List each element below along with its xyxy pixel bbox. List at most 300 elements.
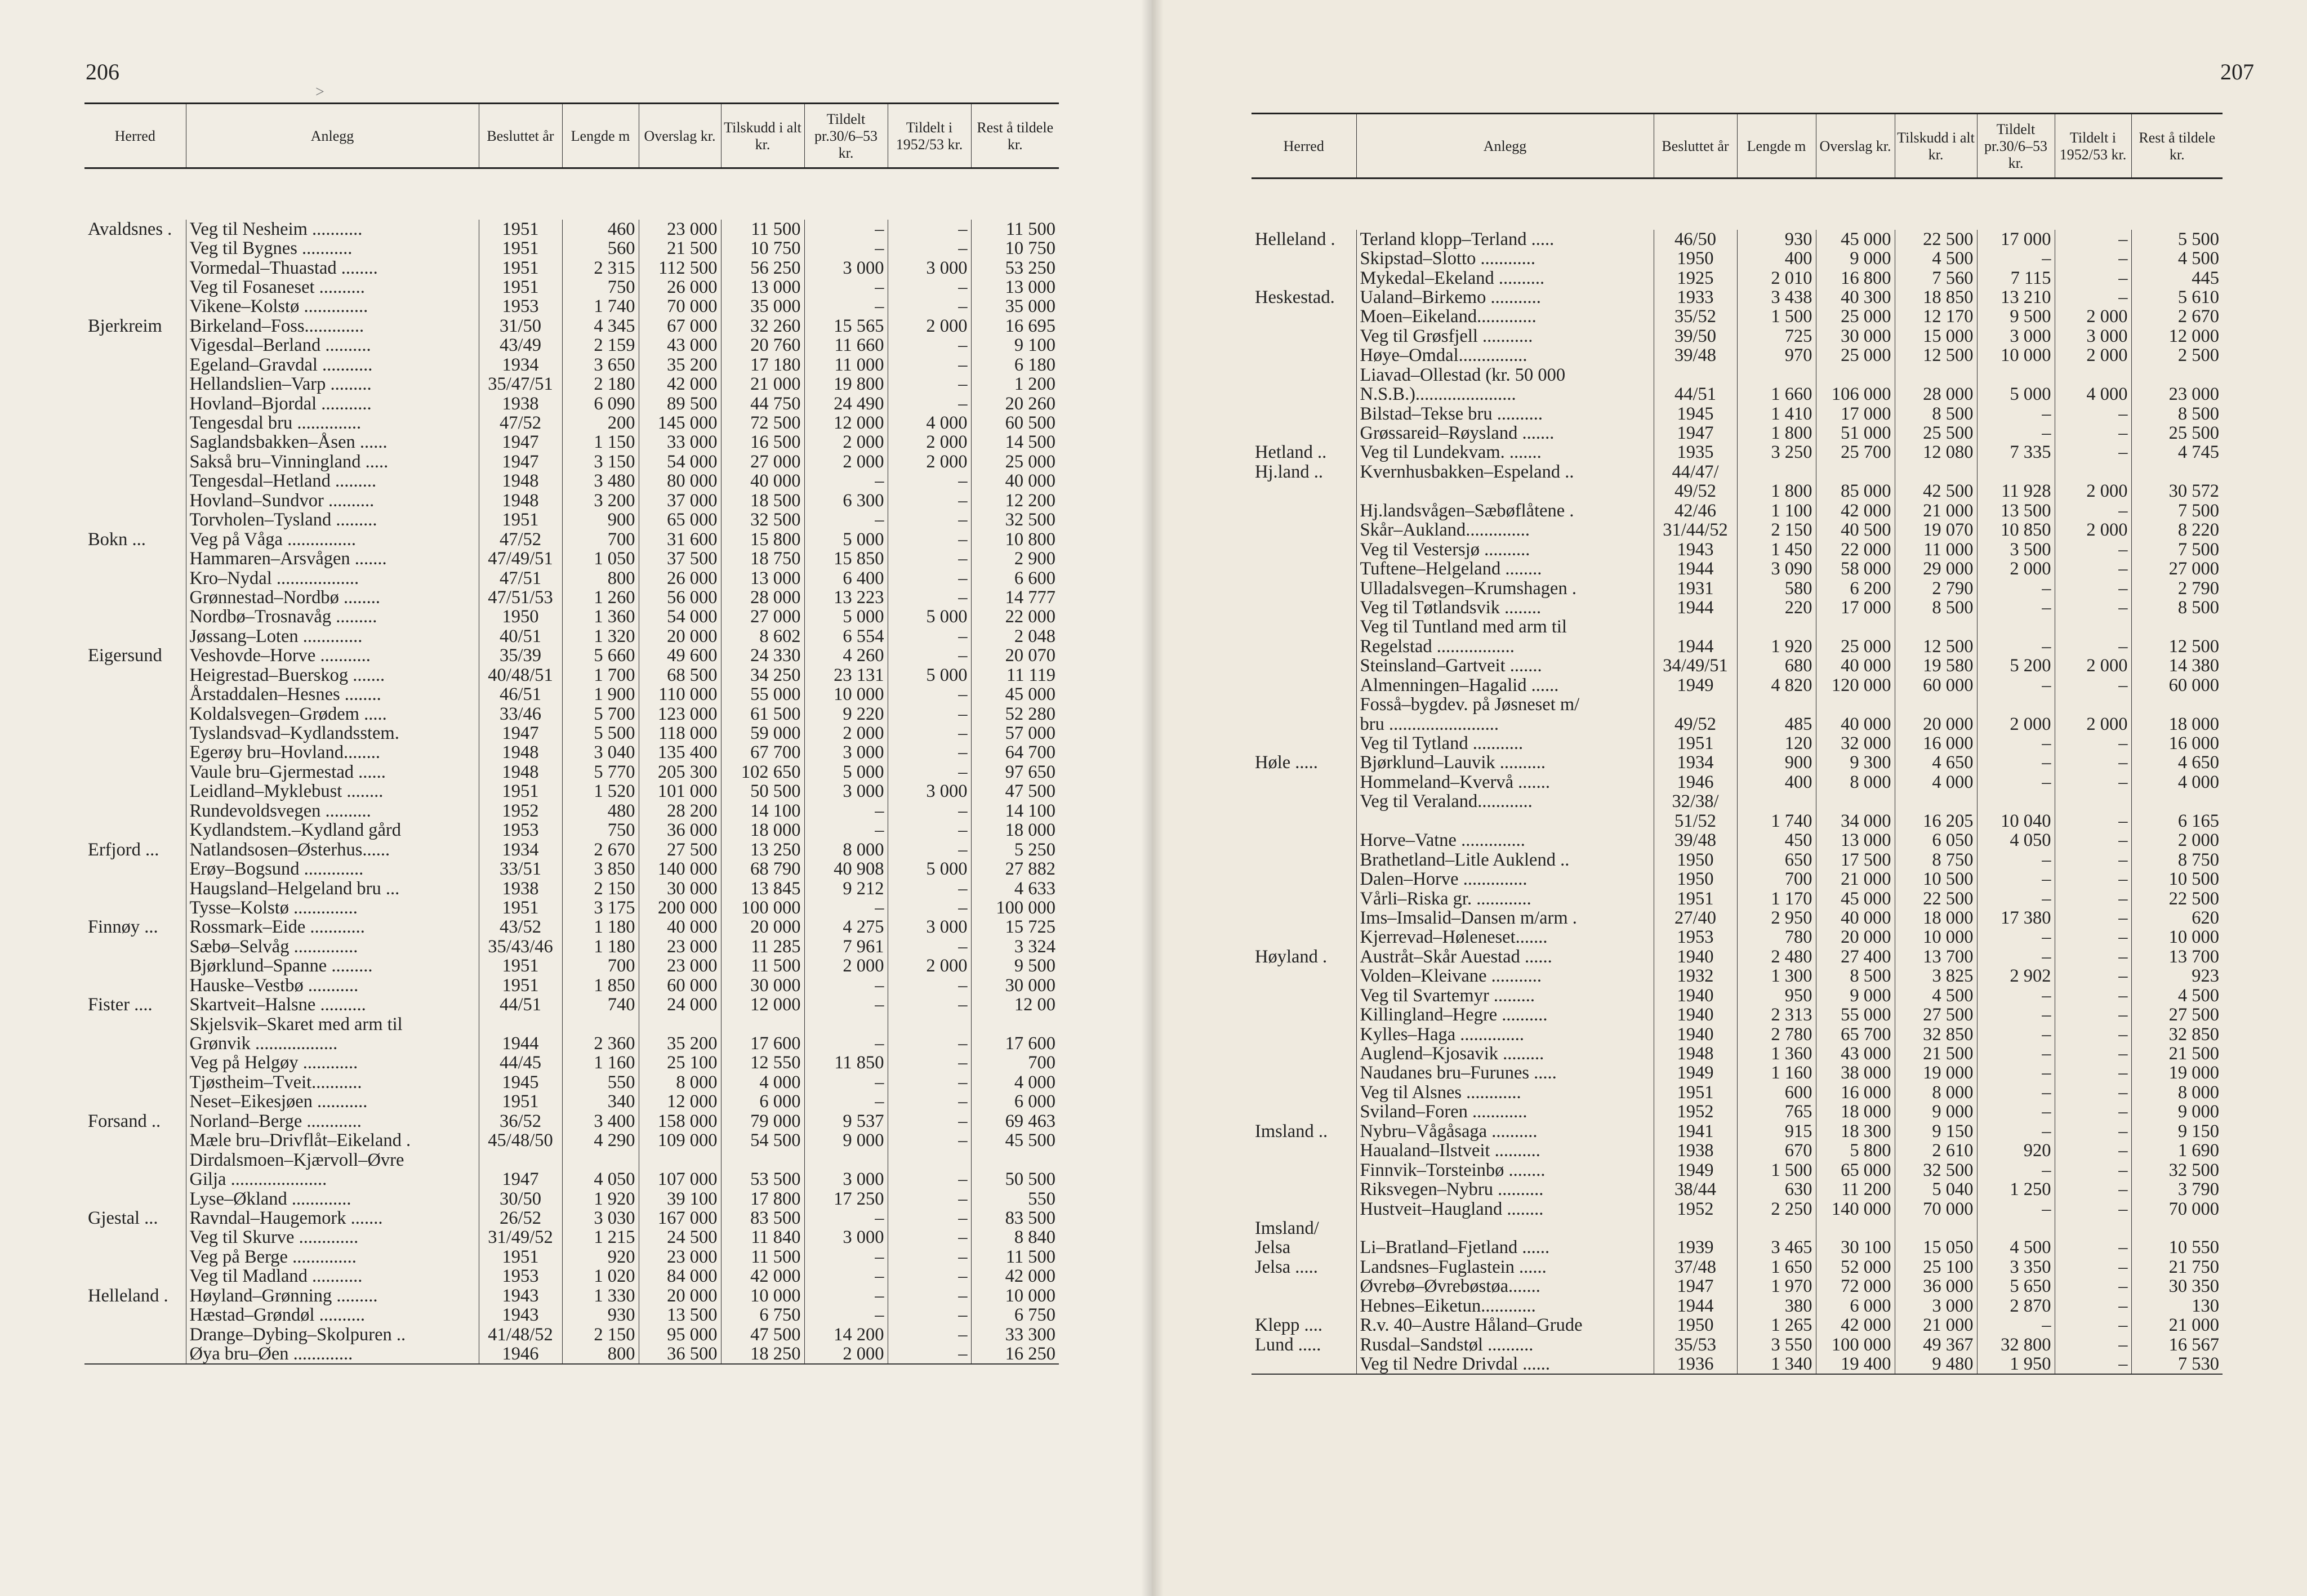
cell-overslag: 30 000 (639, 879, 721, 898)
table-row (1252, 1354, 2223, 1374)
cell-tilskudd: 5 040 (1895, 1180, 1977, 1199)
cell-herred (1252, 656, 1356, 675)
cell-tilskudd: 68 790 (721, 859, 804, 879)
cell-tilskudd: 32 500 (1895, 1161, 1977, 1180)
cell-herred (84, 1325, 186, 1344)
cell-tildelt-1952: – (2055, 1083, 2131, 1102)
cell-rest: 6 750 (971, 1305, 1059, 1325)
cell-tildelt-pr: 23 131 (804, 666, 888, 685)
cell-tildelt-pr: 7 335 (1977, 443, 2055, 462)
table-row (1252, 482, 2223, 501)
cell-anlegg: Natlandsosen–Østerhus...... (186, 840, 479, 859)
cell-besluttet: 44/51 (479, 995, 562, 1014)
cell-anlegg: Hauske–Vestbø ........... (186, 976, 479, 995)
cell-tildelt-1952: 5 000 (888, 607, 971, 626)
cell-tildelt-1952: – (2055, 1200, 2131, 1219)
cell-tilskudd: 49 367 (1895, 1335, 1977, 1354)
cell-rest: 10 000 (2131, 928, 2223, 947)
cell-anlegg: Naudanes bru–Furunes ..... (1356, 1063, 1654, 1082)
cell-anlegg: Bjørklund–Spanne ......... (186, 956, 479, 975)
cell-anlegg: Veg til Fosaneset .......... (186, 278, 479, 297)
cell-anlegg: Hj.landsvågen–Sæbøflåtene . (1356, 501, 1654, 520)
cell-tildelt-pr (804, 1151, 888, 1170)
cell-besluttet: 44/51 (1654, 385, 1737, 404)
cell-herred (1252, 559, 1356, 578)
cell-tilskudd: 67 700 (721, 743, 804, 762)
cell-besluttet: 1940 (1654, 1005, 1737, 1024)
cell-overslag: 37 000 (639, 491, 721, 510)
cell-anlegg: Øvrebø–Øvrebøstøa....... (1356, 1277, 1654, 1296)
cell-tildelt-1952: – (2055, 249, 2131, 268)
cell-tildelt-pr: – (1977, 889, 2055, 908)
cell-tildelt-1952: – (2055, 1296, 2131, 1316)
table-row (1252, 1258, 2223, 1277)
cell-overslag: 54 000 (639, 607, 721, 626)
cell-overslag: 17 000 (1816, 404, 1895, 423)
cell-anlegg: Birkeland–Foss............. (186, 316, 479, 336)
cell-overslag: 8 000 (639, 1073, 721, 1092)
cell-lengde: 1 265 (1737, 1316, 1816, 1335)
cell-herred (1252, 831, 1356, 850)
col-header-lengde: Lengde m (562, 104, 639, 168)
cell-overslag: 42 000 (1816, 1316, 1895, 1335)
cell-tilskudd: 2 610 (1895, 1141, 1977, 1160)
cell-herred: Lund ..... (1255, 1335, 1321, 1355)
cell-anlegg: Haugsland–Helgeland bru ... (186, 879, 479, 898)
cell-herred: Eigersund (88, 646, 162, 666)
cell-rest: 10 750 (971, 239, 1059, 258)
cell-overslag: 107 000 (639, 1170, 721, 1189)
cell-tildelt-pr: 4 260 (804, 646, 888, 665)
table-row (1252, 1025, 2223, 1044)
cell-lengde: 1 170 (1737, 889, 1816, 908)
cell-rest: 21 750 (2131, 1258, 2223, 1277)
cell-overslag: 40 000 (639, 917, 721, 937)
cell-tildelt-1952 (888, 1015, 971, 1034)
cell-herred (1252, 695, 1356, 714)
cell-lengde: 930 (562, 1305, 639, 1325)
cell-herred (1252, 249, 1356, 268)
cell-lengde: 5 660 (562, 646, 639, 665)
cell-anlegg: Veg på Berge .............. (186, 1247, 479, 1267)
cell-lengde: 480 (562, 801, 639, 821)
cell-tildelt-pr: 5 650 (1977, 1277, 2055, 1296)
cell-lengde: 2 159 (562, 336, 639, 355)
cell-tildelt-1952: – (888, 879, 971, 898)
cell-herred (1252, 1044, 1356, 1063)
cell-anlegg: bru ........................ (1356, 715, 1654, 734)
cell-tildelt-1952: – (888, 1112, 971, 1131)
cell-tilskudd: 10 000 (721, 1286, 804, 1305)
cell-anlegg: Ualand–Birkemo ........... (1356, 288, 1654, 307)
cell-tildelt-pr: 10 000 (1977, 346, 2055, 365)
cell-tildelt-1952: – (888, 1170, 971, 1189)
cell-anlegg: Auglend–Kjosavik ......... (1356, 1044, 1654, 1063)
table-row (84, 627, 1059, 646)
margin-mark: > (315, 83, 324, 101)
cell-lengde: 1 215 (562, 1228, 639, 1247)
cell-besluttet: 1950 (479, 607, 562, 626)
cell-overslag: 52 000 (1816, 1258, 1895, 1277)
cell-tilskudd: 4 500 (1895, 986, 1977, 1005)
cell-tildelt-1952: 5 000 (888, 859, 971, 879)
cell-tildelt-pr: 3 000 (804, 1170, 888, 1189)
cell-lengde (562, 1015, 639, 1034)
cell-overslag: 30 100 (1816, 1238, 1895, 1257)
cell-rest: 7 500 (2131, 540, 2223, 559)
cell-overslag: 25 700 (1816, 443, 1895, 462)
cell-lengde: 485 (1737, 715, 1816, 734)
cell-tildelt-pr (1977, 792, 2055, 811)
cell-overslag: 16 000 (1816, 1083, 1895, 1102)
table-row (1252, 443, 2223, 462)
cell-rest: 4 000 (2131, 773, 2223, 792)
cell-overslag: 12 000 (639, 1092, 721, 1111)
table-row (1252, 773, 2223, 792)
table-body (84, 220, 1059, 1365)
cell-herred (1252, 1102, 1356, 1121)
cell-tilskudd: 13 000 (721, 278, 804, 297)
cell-tildelt-pr: – (804, 995, 888, 1014)
cell-overslag (1816, 695, 1895, 714)
cell-overslag: 101 000 (639, 782, 721, 801)
cell-besluttet: 1950 (1654, 870, 1737, 889)
cell-tilskudd: 19 580 (1895, 656, 1977, 675)
cell-anlegg: Rusdal–Sandstøl .......... (1356, 1335, 1654, 1354)
cell-besluttet: 1934 (479, 840, 562, 859)
cell-overslag: 31 600 (639, 530, 721, 549)
cell-tildelt-pr: – (1977, 579, 2055, 598)
cell-herred (84, 607, 186, 626)
cell-herred (84, 394, 186, 413)
cell-lengde (1737, 1219, 1816, 1238)
cell-lengde: 2 360 (562, 1034, 639, 1053)
cell-tildelt-1952: – (2055, 1063, 2131, 1082)
cell-herred (84, 898, 186, 917)
cell-tilskudd: 11 500 (721, 220, 804, 239)
cell-overslag: 6 000 (1816, 1296, 1895, 1316)
cell-lengde: 900 (1737, 753, 1816, 772)
cell-herred (1252, 1180, 1356, 1199)
cell-tilskudd: 29 000 (1895, 559, 1977, 578)
cell-tilskudd: 54 500 (721, 1131, 804, 1150)
cell-lengde: 725 (1737, 327, 1816, 346)
cell-herred: Bokn ... (88, 529, 146, 550)
cell-tildelt-pr: 17 380 (1977, 908, 2055, 928)
cell-tilskudd: 15 000 (1895, 327, 1977, 346)
cell-rest (2131, 695, 2223, 714)
cell-herred: Helleland . (1255, 229, 1335, 249)
cell-tildelt-pr: – (804, 278, 888, 297)
cell-tildelt-pr (1977, 1219, 2055, 1238)
table-row (84, 743, 1059, 762)
cell-besluttet: 35/39 (479, 646, 562, 665)
cell-lengde: 3 090 (1737, 559, 1816, 578)
cell-herred: Finnøy ... (88, 917, 158, 937)
cell-tildelt-1952: – (888, 278, 971, 297)
cell-tilskudd: 9 480 (1895, 1354, 1977, 1374)
cell-lengde: 3 030 (562, 1209, 639, 1228)
cell-anlegg: Nordbø–Trosnavåg ......... (186, 607, 479, 626)
cell-overslag (1816, 792, 1895, 811)
cell-tilskudd: 4 650 (1895, 753, 1977, 772)
cell-anlegg: Bjørklund–Lauvik .......... (1356, 753, 1654, 772)
cell-tildelt-pr: 17 250 (804, 1189, 888, 1209)
cell-tilskudd: 3 000 (1895, 1296, 1977, 1316)
cell-overslag: 38 000 (1816, 1063, 1895, 1082)
cell-tilskudd: 15 050 (1895, 1238, 1977, 1257)
cell-tilskudd: 35 000 (721, 297, 804, 316)
cell-tilskudd: 22 500 (1895, 889, 1977, 908)
cell-tildelt-pr: 2 870 (1977, 1296, 2055, 1316)
cell-anlegg: Vårli–Riska gr. ............ (1356, 889, 1654, 908)
cell-tilskudd: 16 000 (1895, 734, 1977, 753)
cell-tilskudd: 34 250 (721, 666, 804, 685)
cell-besluttet: 1951 (1654, 734, 1737, 753)
cell-tildelt-pr: 14 200 (804, 1325, 888, 1344)
cell-tildelt-pr: 9 212 (804, 879, 888, 898)
cell-overslag: 35 200 (639, 1034, 721, 1053)
cell-besluttet: 46/50 (1654, 230, 1737, 249)
cell-tildelt-pr: – (1977, 986, 2055, 1005)
cell-besluttet: 1944 (1654, 559, 1737, 578)
cell-tildelt-pr: – (804, 297, 888, 316)
cell-rest: 4 000 (971, 1073, 1059, 1092)
cell-tilskudd (1895, 792, 1977, 811)
right-page (1152, 0, 2307, 1596)
cell-besluttet: 44/45 (479, 1053, 562, 1072)
cell-tildelt-pr: 4 500 (1977, 1238, 2055, 1257)
table-row (84, 801, 1059, 821)
cell-tildelt-pr: – (1977, 423, 2055, 443)
cell-rest (2131, 617, 2223, 636)
cell-tildelt-1952: 2 000 (2055, 307, 2131, 326)
page-number: 207 (2220, 59, 2254, 84)
cell-rest: 2 670 (2131, 307, 2223, 326)
cell-anlegg: Veg til Tøtlandsvik ........ (1356, 598, 1654, 617)
cell-besluttet: 1951 (479, 976, 562, 995)
cell-overslag (1816, 1219, 1895, 1238)
cell-tilskudd: 53 500 (721, 1170, 804, 1189)
cell-herred (1252, 1200, 1356, 1219)
cell-tildelt-pr: – (804, 1209, 888, 1228)
cell-besluttet: 1951 (1654, 1083, 1737, 1102)
cell-rest: 8 000 (2131, 1083, 2223, 1102)
cell-herred (84, 1131, 186, 1150)
table-row (1252, 307, 2223, 326)
cell-lengde: 630 (1737, 1180, 1816, 1199)
cell-anlegg: Ravndal–Haugemork ....... (186, 1209, 479, 1228)
cell-tilskudd: 21 000 (1895, 1316, 1977, 1335)
cell-rest: 12 500 (2131, 637, 2223, 656)
cell-besluttet: 1947 (479, 452, 562, 471)
cell-rest: 9 500 (971, 956, 1059, 975)
cell-rest: 14 777 (971, 588, 1059, 607)
cell-overslag: 23 000 (639, 937, 721, 956)
table-row (84, 220, 1059, 239)
cell-lengde: 400 (1737, 249, 1816, 268)
table-row (84, 278, 1059, 297)
cell-besluttet: 1947 (1654, 1277, 1737, 1296)
cell-tilskudd: 24 330 (721, 646, 804, 665)
cell-rest: 32 850 (2131, 1025, 2223, 1044)
cell-herred (84, 705, 186, 724)
table-row (1252, 1161, 2223, 1180)
cell-herred: Klepp .... (1255, 1316, 1323, 1335)
table-row (84, 1305, 1059, 1325)
cell-besluttet: 1951 (479, 278, 562, 297)
cell-anlegg: Moen–Eikeland............. (1356, 307, 1654, 326)
cell-overslag: 13 000 (1816, 831, 1895, 850)
cell-besluttet: 37/48 (1654, 1258, 1737, 1277)
table-row (84, 1325, 1059, 1344)
table-row (84, 394, 1059, 413)
cell-herred (84, 413, 186, 433)
cell-anlegg: Høye–Omdal............... (1356, 346, 1654, 365)
cell-tildelt-1952: – (2055, 423, 2131, 443)
cell-tildelt-pr: 2 000 (1977, 559, 2055, 578)
table-row (1252, 928, 2223, 947)
grant-table (84, 102, 1059, 1365)
cell-tildelt-1952: – (888, 1325, 971, 1344)
table-row (84, 782, 1059, 801)
cell-tildelt-pr: 1 950 (1977, 1354, 2055, 1374)
table-row (1252, 501, 2223, 520)
cell-lengde: 1 700 (562, 666, 639, 685)
cell-tilskudd: 30 000 (721, 976, 804, 995)
cell-tildelt-pr: – (804, 801, 888, 821)
cell-overslag: 13 500 (639, 1305, 721, 1325)
cell-rest (971, 1015, 1059, 1034)
cell-tildelt-pr: – (1977, 1316, 2055, 1335)
cell-tildelt-pr: 2 000 (804, 724, 888, 743)
cell-tildelt-pr: – (804, 1073, 888, 1092)
cell-anlegg: Gilja ..................... (186, 1170, 479, 1189)
cell-herred (84, 1034, 186, 1053)
cell-lengde: 1 050 (562, 549, 639, 568)
cell-overslag: 9 000 (1816, 249, 1895, 268)
cell-rest (2131, 792, 2223, 811)
cell-anlegg: Øya bru–Øen ............. (186, 1344, 479, 1364)
cell-overslag: 17 000 (1816, 598, 1895, 617)
table-row (84, 705, 1059, 724)
cell-anlegg: Fosså–bygdev. på Jøsneset m/ (1356, 695, 1654, 714)
table-row (1252, 249, 2223, 268)
cell-besluttet: 1951 (479, 220, 562, 239)
cell-tilskudd: 8 602 (721, 627, 804, 646)
cell-rest: 2 000 (2131, 831, 2223, 850)
cell-tildelt-1952: – (888, 1247, 971, 1267)
cell-tilskudd: 12 500 (1895, 346, 1977, 365)
cell-tilskudd: 20 760 (721, 336, 804, 355)
cell-tildelt-1952: – (2055, 1354, 2131, 1374)
cell-lengde: 340 (562, 1092, 639, 1111)
cell-lengde: 970 (1737, 346, 1816, 365)
cell-tildelt-1952: – (2055, 579, 2131, 598)
table-row (1252, 1005, 2223, 1024)
cell-lengde: 680 (1737, 656, 1816, 675)
cell-overslag: 43 000 (1816, 1044, 1895, 1063)
cell-tilskudd: 27 500 (1895, 1005, 1977, 1024)
cell-herred (1252, 423, 1356, 443)
cell-anlegg: Kjerrevad–Høleneset....... (1356, 928, 1654, 947)
cell-anlegg: Veg på Våga ............... (186, 530, 479, 549)
cell-tildelt-pr: 7 115 (1977, 269, 2055, 288)
cell-herred (84, 297, 186, 316)
cell-tildelt-1952 (2055, 617, 2131, 636)
cell-besluttet: 32/38/ (1654, 792, 1737, 811)
cell-overslag (639, 1151, 721, 1170)
cell-anlegg: Lyse–Økland ............. (186, 1189, 479, 1209)
cell-lengde: 5 700 (562, 705, 639, 724)
cell-anlegg: Grønvik .................. (186, 1034, 479, 1053)
table-row (84, 375, 1059, 394)
cell-tilskudd: 12 170 (1895, 307, 1977, 326)
cell-herred (84, 452, 186, 471)
cell-rest: 69 463 (971, 1112, 1059, 1131)
cell-tildelt-1952: – (888, 1034, 971, 1053)
cell-besluttet: 1951 (479, 782, 562, 801)
cell-herred (84, 1189, 186, 1209)
table-row (84, 1209, 1059, 1228)
cell-overslag: 140 000 (1816, 1200, 1895, 1219)
cell-besluttet: 1950 (1654, 249, 1737, 268)
cell-herred (84, 375, 186, 394)
cell-overslag: 36 500 (639, 1344, 721, 1364)
cell-besluttet: 1952 (1654, 1102, 1737, 1121)
cell-lengde: 1 660 (1737, 385, 1816, 404)
cell-besluttet: 1948 (1654, 1044, 1737, 1063)
cell-tildelt-1952: – (2055, 1277, 2131, 1296)
cell-overslag: 34 000 (1816, 812, 1895, 831)
cell-tilskudd: 21 000 (721, 375, 804, 394)
table-row (84, 646, 1059, 665)
table-row (1252, 1102, 2223, 1121)
cell-tildelt-pr: 40 908 (804, 859, 888, 879)
cell-besluttet: 1949 (1654, 1063, 1737, 1082)
cell-tildelt-pr: – (1977, 1102, 2055, 1121)
table-row (1252, 1180, 2223, 1199)
cell-tilskudd: 12 080 (1895, 443, 1977, 462)
cell-tildelt-pr (804, 1015, 888, 1034)
cell-besluttet (1654, 365, 1737, 385)
cell-anlegg: Sæbø–Selvåg .............. (186, 937, 479, 956)
table-row (1252, 230, 2223, 249)
cell-overslag: 158 000 (639, 1112, 721, 1131)
cell-rest: 16 000 (2131, 734, 2223, 753)
cell-rest: 12 000 (2131, 327, 2223, 346)
cell-anlegg: Almenningen–Hagalid ...... (1356, 676, 1654, 695)
cell-rest: 14 100 (971, 801, 1059, 821)
table-row (84, 1247, 1059, 1267)
cell-overslag: 6 200 (1816, 579, 1895, 598)
table-row (84, 821, 1059, 840)
cell-rest: 5 250 (971, 840, 1059, 859)
cell-lengde: 3 438 (1737, 288, 1816, 307)
table-row (1252, 1335, 2223, 1354)
cell-besluttet: 1950 (1654, 850, 1737, 870)
cell-tildelt-1952: – (888, 297, 971, 316)
table-row (1252, 753, 2223, 772)
cell-rest: 11 500 (971, 220, 1059, 239)
cell-tilskudd: 17 800 (721, 1189, 804, 1209)
cell-overslag: 21 500 (639, 239, 721, 258)
cell-tilskudd: 7 560 (1895, 269, 1977, 288)
cell-lengde: 1 800 (1737, 423, 1816, 443)
cell-tildelt-pr: 2 000 (804, 1344, 888, 1364)
cell-tildelt-1952: – (2055, 734, 2131, 753)
cell-tildelt-1952: – (888, 375, 971, 394)
